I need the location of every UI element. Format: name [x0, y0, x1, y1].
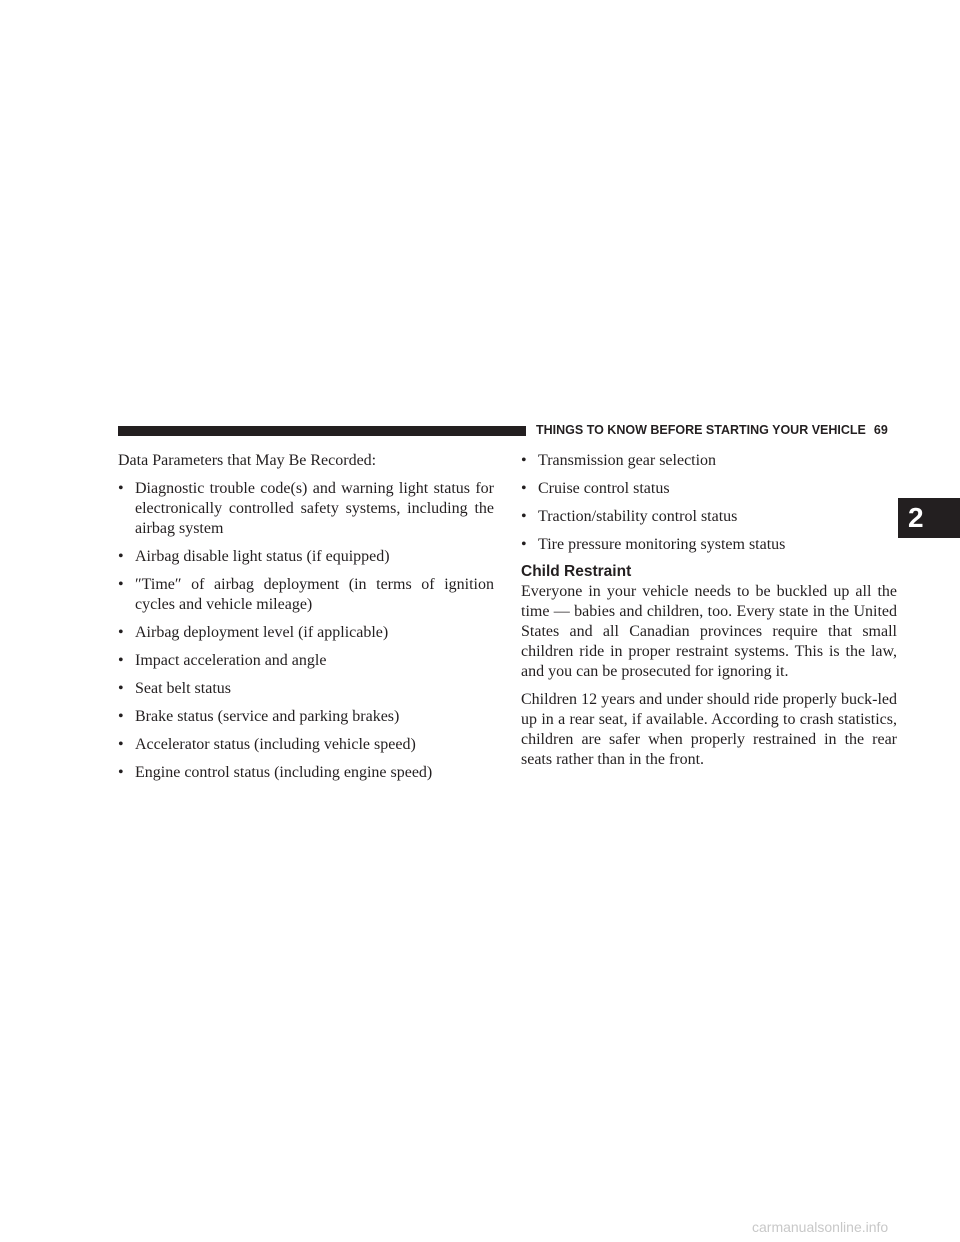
header-section-title: THINGS TO KNOW BEFORE STARTING YOUR VEHICLE [536, 423, 866, 437]
watermark: carmanualsonline.info [752, 1219, 889, 1235]
bullet-icon: • [521, 452, 527, 469]
list-item: • Diagnostic trouble code(s) and warning light status for electronically controlled safety systems, including the airbag system [118, 480, 494, 537]
header-rule [118, 426, 526, 436]
list-item: • Impact acceleration and angle [118, 652, 327, 669]
list-item: • Traction/stability control status [521, 508, 738, 525]
child-restraint-paragraph: Everyone in your vehicle needs to be buckled up all the time — babies and children, too. Every state in the United States and all Canadian provinces require that small children ride in proper restraint systems. This is the law, and you can be prosecuted for ignoring it. [521, 583, 897, 680]
child-restraint-heading: Child Restraint [521, 563, 632, 580]
list-item: • Engine control status (including engine speed) [118, 764, 433, 781]
bullet-icon: • [521, 508, 527, 525]
bullet-icon: • [118, 652, 124, 669]
list-item: • Seat belt status [118, 680, 231, 697]
child-restraint-paragraph: Children 12 years and under should ride properly buck-led up in a rear seat, if available. According to crash statistics, children are safer when properly restrained in the rear seats rather than in the front. [521, 691, 897, 768]
right-bullet-list [521, 451, 897, 555]
left-bullet-list [118, 479, 494, 783]
left-column [118, 451, 494, 791]
running-header [536, 422, 896, 438]
bullet-icon: • [118, 480, 124, 497]
list-item: • Brake status (service and parking brakes) [118, 708, 400, 725]
list-item: • Airbag disable light status (if equipped) [118, 548, 390, 565]
list-item: • Tire pressure monitoring system status [521, 536, 786, 553]
bullet-icon: • [118, 764, 124, 781]
list-item: • Accelerator status (including vehicle speed) [118, 736, 416, 753]
bullet-icon: • [118, 624, 124, 641]
chapter-tab: 2 [898, 498, 960, 538]
bullet-icon: • [521, 480, 527, 497]
page-number: 69 [873, 423, 888, 437]
bullet-icon: • [118, 548, 124, 565]
bullet-icon: • [118, 576, 124, 593]
bullet-icon: • [118, 708, 124, 725]
bullet-icon: • [118, 680, 124, 697]
right-column [521, 451, 897, 778]
list-item: • Cruise control status [521, 480, 670, 497]
bullet-icon: • [521, 536, 527, 553]
bullet-icon: • [118, 736, 124, 753]
list-item: • Transmission gear selection [521, 452, 717, 469]
list-item: • ″Time″ of airbag deployment (in terms of ignition cycles and vehicle mileage) [118, 576, 494, 613]
data-parameters-intro: Data Parameters that May Be Recorded: [118, 452, 377, 469]
list-item: • Airbag deployment level (if applicable) [118, 624, 389, 641]
